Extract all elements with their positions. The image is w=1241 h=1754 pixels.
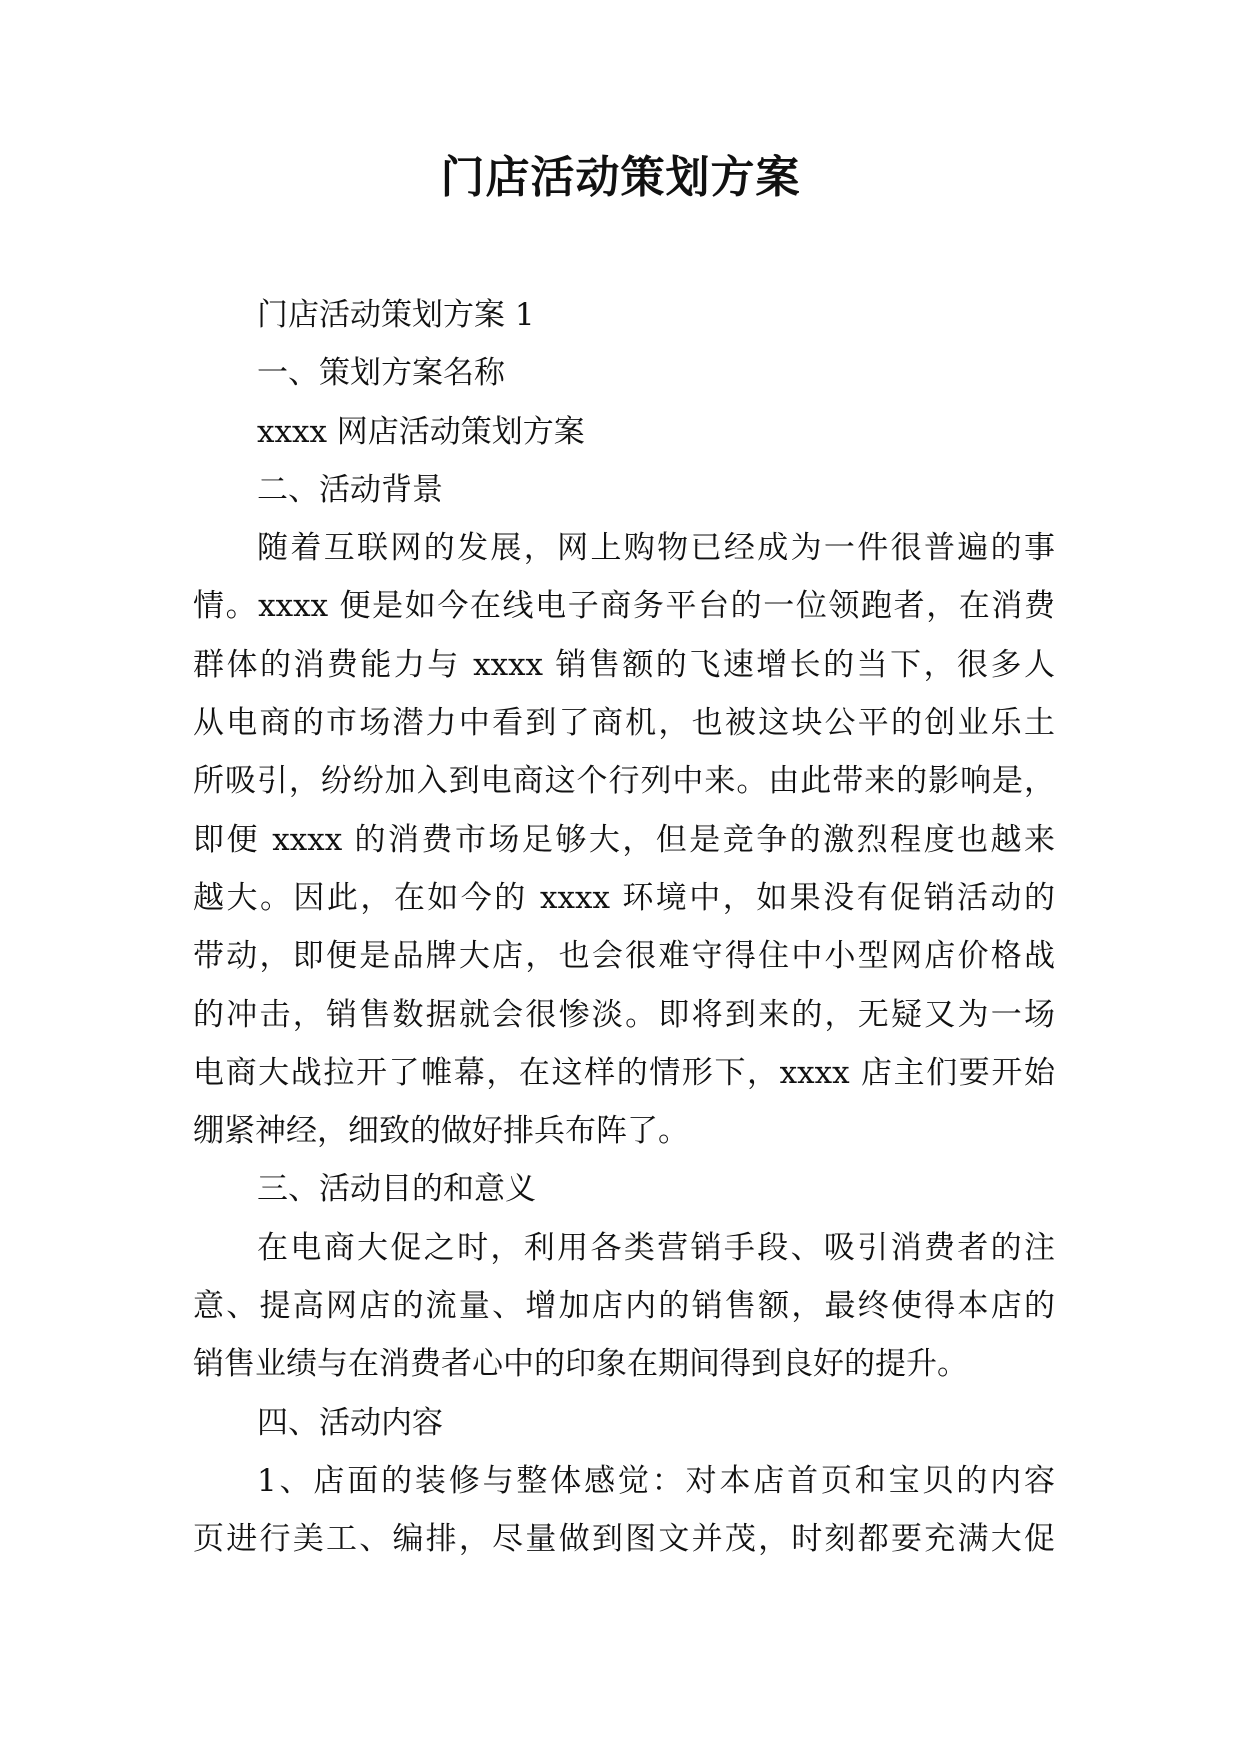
text-line: 所吸引，纷纷加入到电商这个行列中来。由此带来的影响是， — [193, 763, 1055, 800]
text-line: 门店活动策划方案 1 — [257, 297, 535, 333]
text-line: 从电商的市场潜力中看到了商机，也被这块公平的创业乐土 — [193, 705, 1055, 742]
text-line: 情。xxxx 便是如今在线电子商务平台的一位领跑者，在消费 — [193, 588, 1055, 625]
text-line: 群体的消费能力与 xxxx 销售额的飞速增长的当下，很多人 — [193, 646, 1055, 683]
text-line: 在电商大促之时，利用各类营销手段、吸引消费者的注 — [257, 1229, 1055, 1266]
text-line: 随着互联网的发展，网上购物已经成为一件很普遍的事 — [257, 530, 1055, 567]
text-line: 即便 xxxx 的消费市场足够大，但是竞争的激烈程度也越来 — [193, 821, 1055, 858]
text-line: 绷紧神经，细致的做好排兵布阵了。 — [193, 1113, 689, 1150]
text-line: xxxx 网店活动策划方案 — [257, 413, 585, 450]
text-line: 1、店面的装修与整体感觉：对本店首页和宝贝的内容 — [257, 1462, 1055, 1499]
text-line: 二、活动背景 — [257, 471, 443, 508]
text-line: 四、活动内容 — [257, 1404, 443, 1441]
text-line: 三、活动目的和意义 — [257, 1171, 536, 1208]
document-body — [193, 286, 1055, 1569]
text-line: 带动，即便是品牌大店，也会很难守得住中小型网店价格战 — [193, 938, 1055, 975]
text-line: 一、策划方案名称 — [257, 355, 505, 392]
text-line: 销售业绩与在消费者心中的印象在期间得到良好的提升。 — [193, 1346, 968, 1383]
text-line: 页进行美工、编排，尽量做到图文并茂，时刻都要充满大促 — [193, 1521, 1055, 1558]
text-line: 的冲击，销售数据就会很惨淡。即将到来的，无疑又为一场 — [193, 996, 1055, 1033]
text-line: 越大。因此，在如今的 xxxx 环境中，如果没有促销活动的 — [193, 879, 1055, 916]
text-line: 意、提高网店的流量、增加店内的销售额，最终使得本店的 — [193, 1288, 1055, 1325]
text-line: 电商大战拉开了帷幕，在这样的情形下，xxxx 店主们要开始 — [193, 1054, 1055, 1091]
document-title: 门店活动策划方案 — [440, 152, 801, 203]
